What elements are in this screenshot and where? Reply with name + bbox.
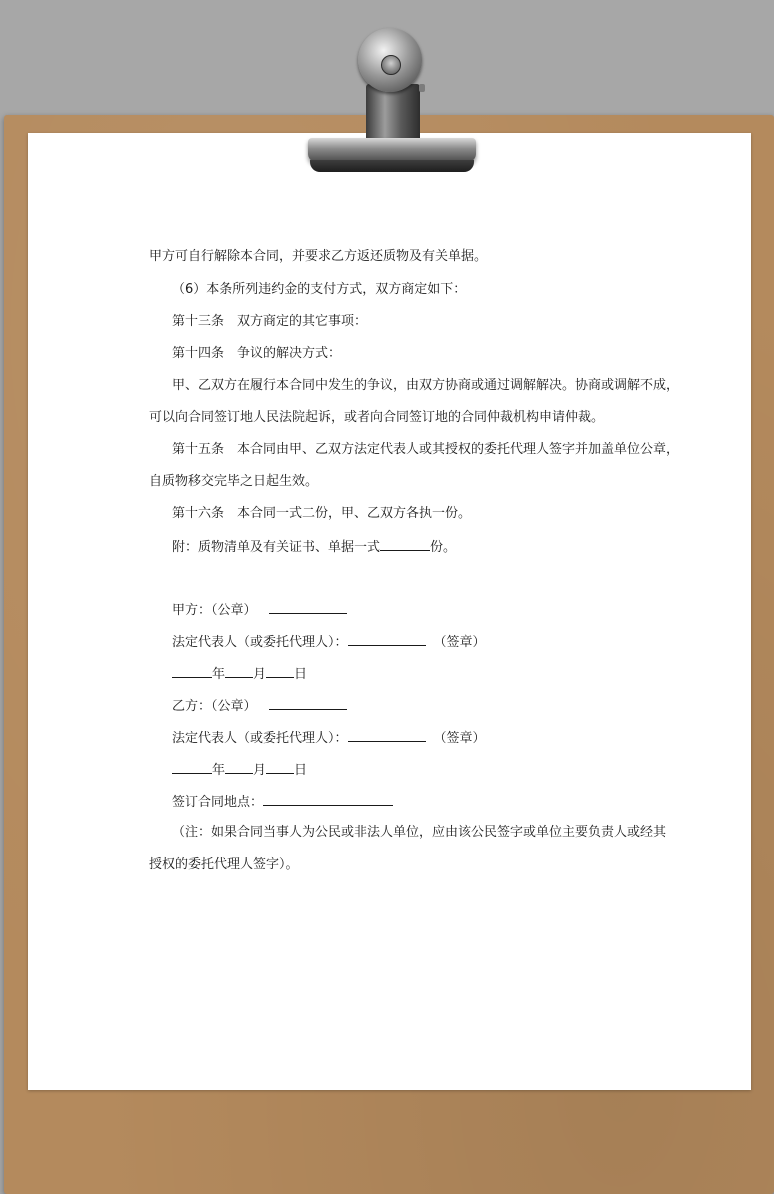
text-line: 甲方可自行解除本合同，并要求乙方返还质物及有关单据。 bbox=[149, 249, 488, 264]
party-b-label: 乙方：（公章） bbox=[172, 699, 257, 714]
date-b-line bbox=[0, 759, 774, 779]
text-line: （6）本条所列违约金的支付方式，双方商定如下： bbox=[172, 282, 467, 297]
legal-rep-b-label: 法定代表人（或委托代理人）： bbox=[172, 731, 348, 746]
legal-rep-a-label: 法定代表人（或委托代理人）： bbox=[172, 635, 348, 650]
year-blank bbox=[172, 663, 212, 678]
place-line bbox=[0, 791, 774, 811]
day-label: 日 bbox=[294, 667, 308, 682]
year-label: 年 bbox=[212, 763, 226, 778]
copies-blank bbox=[380, 536, 430, 551]
legal-rep-b-suffix: （签章） bbox=[433, 731, 486, 746]
party-b-blank bbox=[269, 695, 347, 710]
attachment-label: 附：质物清单及有关证书、单据一式 bbox=[172, 540, 381, 555]
note-line: （注：如果合同当事人为公民或非法人单位，应由该公民签字或单位主要负责人或经其 bbox=[172, 825, 667, 840]
month-blank bbox=[225, 663, 253, 678]
date-a-line bbox=[0, 663, 774, 683]
month-blank bbox=[225, 759, 253, 774]
day-label: 日 bbox=[294, 763, 308, 778]
year-label: 年 bbox=[212, 667, 226, 682]
party-b-line bbox=[0, 695, 774, 715]
legal-rep-b-line bbox=[0, 727, 774, 747]
article-15: 第十五条 本合同由甲、乙双方法定代表人或其授权的委托代理人签字并加盖单位公章， bbox=[172, 442, 680, 457]
day-blank bbox=[266, 663, 294, 678]
attachment-line bbox=[0, 536, 774, 556]
article-16: 第十六条 本合同一式二份，甲、乙双方各执一份。 bbox=[172, 506, 472, 521]
legal-rep-b-blank bbox=[348, 727, 426, 742]
article-13: 第十三条 双方商定的其它事项： bbox=[172, 314, 368, 329]
month-label: 月 bbox=[253, 763, 267, 778]
day-blank bbox=[266, 759, 294, 774]
party-a-blank bbox=[269, 599, 347, 614]
binder-clip-icon bbox=[0, 0, 774, 200]
party-a-line bbox=[0, 599, 774, 619]
month-label: 月 bbox=[253, 667, 267, 682]
legal-rep-a-line bbox=[0, 631, 774, 651]
place-blank bbox=[263, 791, 393, 806]
text-line: 甲、乙双方在履行本合同中发生的争议，由双方协商或通过调解解决。协商或调解不成， bbox=[172, 378, 680, 393]
attachment-suffix: 份。 bbox=[430, 540, 457, 555]
party-a-label: 甲方：（公章） bbox=[172, 603, 257, 618]
text-line: 自质物移交完毕之日起生效。 bbox=[149, 474, 319, 489]
article-14: 第十四条 争议的解决方式： bbox=[172, 346, 342, 361]
legal-rep-a-suffix: （签章） bbox=[433, 635, 486, 650]
note-line: 授权的委托代理人签字）。 bbox=[149, 857, 299, 872]
text-line: 可以向合同签订地人民法院起诉，或者向合同签订地的合同仲裁机构申请仲裁。 bbox=[149, 410, 605, 425]
year-blank bbox=[172, 759, 212, 774]
legal-rep-a-blank bbox=[348, 631, 426, 646]
place-label: 签订合同地点： bbox=[172, 795, 264, 810]
